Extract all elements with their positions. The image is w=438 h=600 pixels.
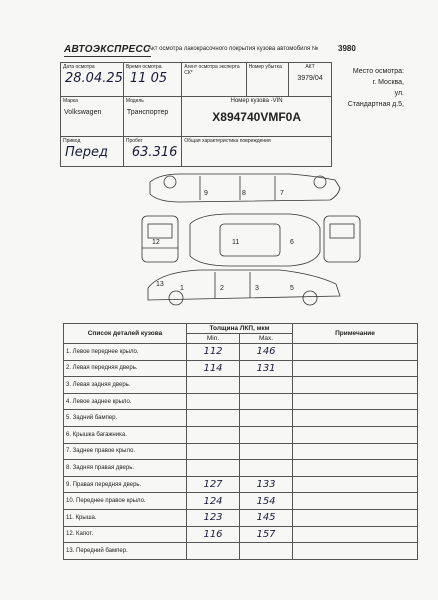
part-name: 3. Левая задняя дверь.	[64, 377, 187, 394]
col-min-header: Min.	[187, 334, 240, 344]
part-max-value: 157	[240, 526, 293, 543]
mileage-value: 63.316	[131, 145, 178, 160]
date-label: Дата осмотра	[63, 64, 95, 70]
date-value: 28.04.25	[65, 71, 123, 86]
part-max-value	[240, 426, 293, 443]
part-note	[293, 526, 418, 543]
part-name: 8. Задняя правая дверь.	[64, 460, 187, 477]
part-min-value: 127	[187, 476, 240, 493]
table-row	[64, 493, 418, 510]
table-row	[64, 360, 418, 377]
parts-table	[63, 323, 418, 560]
zone-label-13: 13	[156, 281, 164, 288]
part-min-value	[187, 377, 240, 394]
document-title: Акт осмотра лакокрасочного покрытия кузова автомобиля №	[148, 46, 319, 52]
part-min-value: 114	[187, 360, 240, 377]
inspection-place	[334, 66, 404, 110]
drive-label: Привод	[63, 138, 81, 144]
brand-label: Марка	[63, 98, 78, 104]
table-row	[64, 426, 418, 443]
mileage-label: Пробег	[125, 138, 143, 144]
car-diagram	[140, 168, 370, 318]
part-max-value: 131	[240, 360, 293, 377]
table-row	[64, 443, 418, 460]
brand-value: Volkswagen	[64, 109, 102, 116]
part-note	[293, 543, 418, 560]
act-cell	[289, 63, 332, 97]
part-name: 4. Левое заднее крыло.	[64, 393, 187, 410]
zone-label-8: 8	[242, 190, 246, 197]
agent-cell	[182, 63, 246, 97]
parts-table-body	[64, 344, 418, 560]
part-min-value: 124	[187, 493, 240, 510]
part-min-value: 112	[187, 344, 240, 361]
loss-cell	[246, 63, 288, 97]
part-name: 13. Передний бампер.	[64, 543, 187, 560]
document-number: 3980	[338, 44, 356, 53]
part-note	[293, 493, 418, 510]
zone-label-7: 7	[280, 190, 284, 197]
col-name-header: Список деталей кузова	[64, 324, 187, 344]
drive-value: Перед	[65, 145, 109, 160]
time-label: Время осмотра	[125, 64, 162, 70]
brand-cell	[61, 97, 124, 137]
part-note	[293, 476, 418, 493]
part-note	[293, 460, 418, 477]
part-note	[293, 509, 418, 526]
mileage-cell	[123, 137, 181, 167]
part-note	[293, 443, 418, 460]
model-label: Модель	[125, 98, 144, 104]
part-name: 9. Правая передняя дверь.	[64, 476, 187, 493]
act-value: 3979/04	[297, 75, 323, 82]
place-line-1: г. Москва,	[372, 79, 404, 86]
part-name: 5. Задний бампер.	[64, 410, 187, 427]
table-row	[64, 344, 418, 361]
part-max-value	[240, 377, 293, 394]
place-line-3: Стандартная д.5,	[347, 101, 404, 108]
part-name: 10. Переднее правое крыло.	[64, 493, 187, 510]
col-note-header: Примечание	[293, 324, 418, 344]
part-min-value	[187, 460, 240, 477]
part-name: 11. Крыша.	[64, 509, 187, 526]
part-note	[293, 426, 418, 443]
table-row	[64, 543, 418, 560]
part-max-value	[240, 543, 293, 560]
damage-cell	[182, 137, 332, 167]
date-cell	[61, 63, 124, 97]
time-cell	[123, 63, 181, 97]
part-name: 1. Левое переднее крыло.	[64, 344, 187, 361]
part-min-value	[187, 393, 240, 410]
act-label: АКТ	[305, 64, 315, 70]
part-max-value	[240, 443, 293, 460]
part-max-value: 133	[240, 476, 293, 493]
table-row	[64, 509, 418, 526]
zone-label-6: 6	[290, 239, 294, 246]
place-line-2: ул.	[394, 90, 404, 97]
table-row	[64, 377, 418, 394]
drive-cell	[61, 137, 124, 167]
table-row	[64, 476, 418, 493]
zone-label-1: 1	[180, 285, 184, 292]
part-max-value	[240, 393, 293, 410]
col-max-header: Max.	[240, 334, 293, 344]
part-note	[293, 344, 418, 361]
vin-cell	[182, 97, 332, 137]
vin-value: X894740VMF0A	[212, 110, 301, 124]
part-note	[293, 377, 418, 394]
company-logo: АВТОЭКСПРЕСС	[64, 44, 151, 55]
part-min-value	[187, 426, 240, 443]
part-name: 2. Левая передняя дверь.	[64, 360, 187, 377]
part-max-value: 146	[240, 344, 293, 361]
info-grid	[60, 62, 332, 167]
damage-label: Общая характеристика повреждения	[184, 138, 271, 144]
part-max-value	[240, 410, 293, 427]
place-label: Место осмотра:	[352, 68, 404, 75]
zone-label-5: 5	[290, 285, 294, 292]
zone-label-2: 2	[220, 285, 224, 292]
part-min-value: 116	[187, 526, 240, 543]
part-max-value	[240, 460, 293, 477]
loss-label: Номер убытка	[248, 64, 282, 70]
part-max-value: 154	[240, 493, 293, 510]
table-row	[64, 410, 418, 427]
table-row	[64, 460, 418, 477]
part-note	[293, 360, 418, 377]
part-max-value: 145	[240, 509, 293, 526]
zone-label-11: 11	[232, 239, 240, 246]
part-name: 7. Заднее правое крыло.	[64, 443, 187, 460]
part-min-value	[187, 443, 240, 460]
zone-label-9: 9	[204, 190, 208, 197]
part-min-value	[187, 543, 240, 560]
part-note	[293, 393, 418, 410]
time-value: 11 05	[129, 71, 168, 86]
zone-label-12: 12	[152, 239, 160, 246]
table-row	[64, 393, 418, 410]
table-row	[64, 526, 418, 543]
part-min-value: 123	[187, 509, 240, 526]
model-value: Транспортер	[126, 109, 169, 116]
part-min-value	[187, 410, 240, 427]
vin-label: Номер кузова -VIN	[230, 98, 283, 104]
part-name: 6. Крышка багажника.	[64, 426, 187, 443]
col-thickness-header: Толщина ЛКП, мкм	[187, 324, 293, 334]
agent-label: Агент осмотра эксперта СК*	[184, 64, 240, 76]
part-note	[293, 410, 418, 427]
part-name: 12. Капот.	[64, 526, 187, 543]
model-cell	[123, 97, 181, 137]
zone-label-3: 3	[255, 285, 259, 292]
